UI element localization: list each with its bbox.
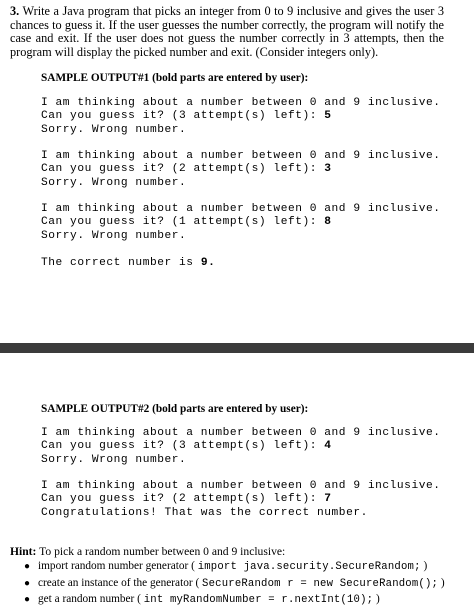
console-line: Can you guess it? (3 attempt(s) left): 5 <box>41 110 332 123</box>
console-line: Sorry. Wrong number. <box>41 123 187 136</box>
hint-intro-line <box>10 544 470 559</box>
console-line: Sorry. Wrong number. <box>41 229 187 242</box>
code-snippet: SecureRandom r = new SecureRandom(); <box>202 577 439 590</box>
console-line: The correct number is 9. <box>41 257 216 269</box>
console-line: I am thinking about a number between 0 and 9 inclusive. <box>41 203 441 215</box>
page-separator <box>0 343 474 353</box>
question-text <box>10 5 444 59</box>
hint-intro: To pick a random number between 0 and 9 inclusive: <box>39 545 286 558</box>
document-page-2 <box>0 353 474 612</box>
sample-2-group-1 <box>41 427 441 467</box>
hint-label: Hint: <box>10 545 37 558</box>
user-input: 4 <box>324 440 332 453</box>
sample-1-group-3 <box>41 203 441 243</box>
code-snippet: import java.security.SecureRandom; <box>197 561 421 573</box>
user-input: 5 <box>324 110 332 123</box>
console-line: Can you guess it? (1 attempt(s) left): 8 <box>41 216 332 229</box>
sample-1-group-2 <box>41 150 441 190</box>
console-line: I am thinking about a number between 0 and 9 inclusive. <box>41 97 441 109</box>
console-line: Can you guess it? (2 attempt(s) left): 7 <box>41 493 332 506</box>
bullet-icon: ● <box>24 561 31 572</box>
bullet-icon: ● <box>24 594 31 605</box>
question-body: Write a Java program that picks an integer from 0 to 9 inclusive and gives the user 3 chances to guess it. If the user guesses the number correctly, the program will notify the case and exit. If the user does not guess the number correctly in 3 attempts, then the program will display the picked number and exit. (Consider integers only). <box>10 4 445 59</box>
hint-section <box>10 544 470 609</box>
sample-output-1-heading: SAMPLE OUTPUT#1 (bold parts are entered by user): <box>41 72 309 84</box>
console-line: Can you guess it? (3 attempt(s) left): 4 <box>41 440 332 453</box>
user-input: 8 <box>324 216 332 229</box>
user-input: 3 <box>324 163 332 176</box>
console-line: Sorry. Wrong number. <box>41 176 187 189</box>
question-number: 3. <box>10 4 20 18</box>
user-input: 9. <box>200 257 216 269</box>
hint-item: ● import random number generator ( import java.security.SecureRandom; ) <box>24 560 428 573</box>
hint-list <box>10 559 470 609</box>
code-snippet: int myRandomNumber = r.nextInt(10); <box>143 594 374 606</box>
sample-1-group-1 <box>41 97 441 137</box>
console-line: Congratulations! That was the correct number. <box>41 506 368 519</box>
console-line: Sorry. Wrong number. <box>41 453 187 466</box>
console-line: Can you guess it? (2 attempt(s) left): 3 <box>41 163 332 176</box>
user-input: 7 <box>324 493 332 506</box>
sample-2-group-2 <box>41 480 441 520</box>
hint-item: ● create an instance of the generator ( SecureRandom r = new SecureRandom(); ) <box>24 576 445 590</box>
console-line: I am thinking about a number between 0 and 9 inclusive. <box>41 427 441 439</box>
sample-output-2-heading: SAMPLE OUTPUT#2 (bold parts are entered by user): <box>41 403 309 415</box>
console-line: I am thinking about a number between 0 and 9 inclusive. <box>41 480 441 492</box>
console-line: I am thinking about a number between 0 and 9 inclusive. <box>41 150 441 162</box>
hint-item: ● get a random number ( int myRandomNumber = r.nextInt(10); ) <box>24 593 380 606</box>
bullet-icon: ● <box>24 577 31 589</box>
sample-1-group-4 <box>41 257 215 270</box>
